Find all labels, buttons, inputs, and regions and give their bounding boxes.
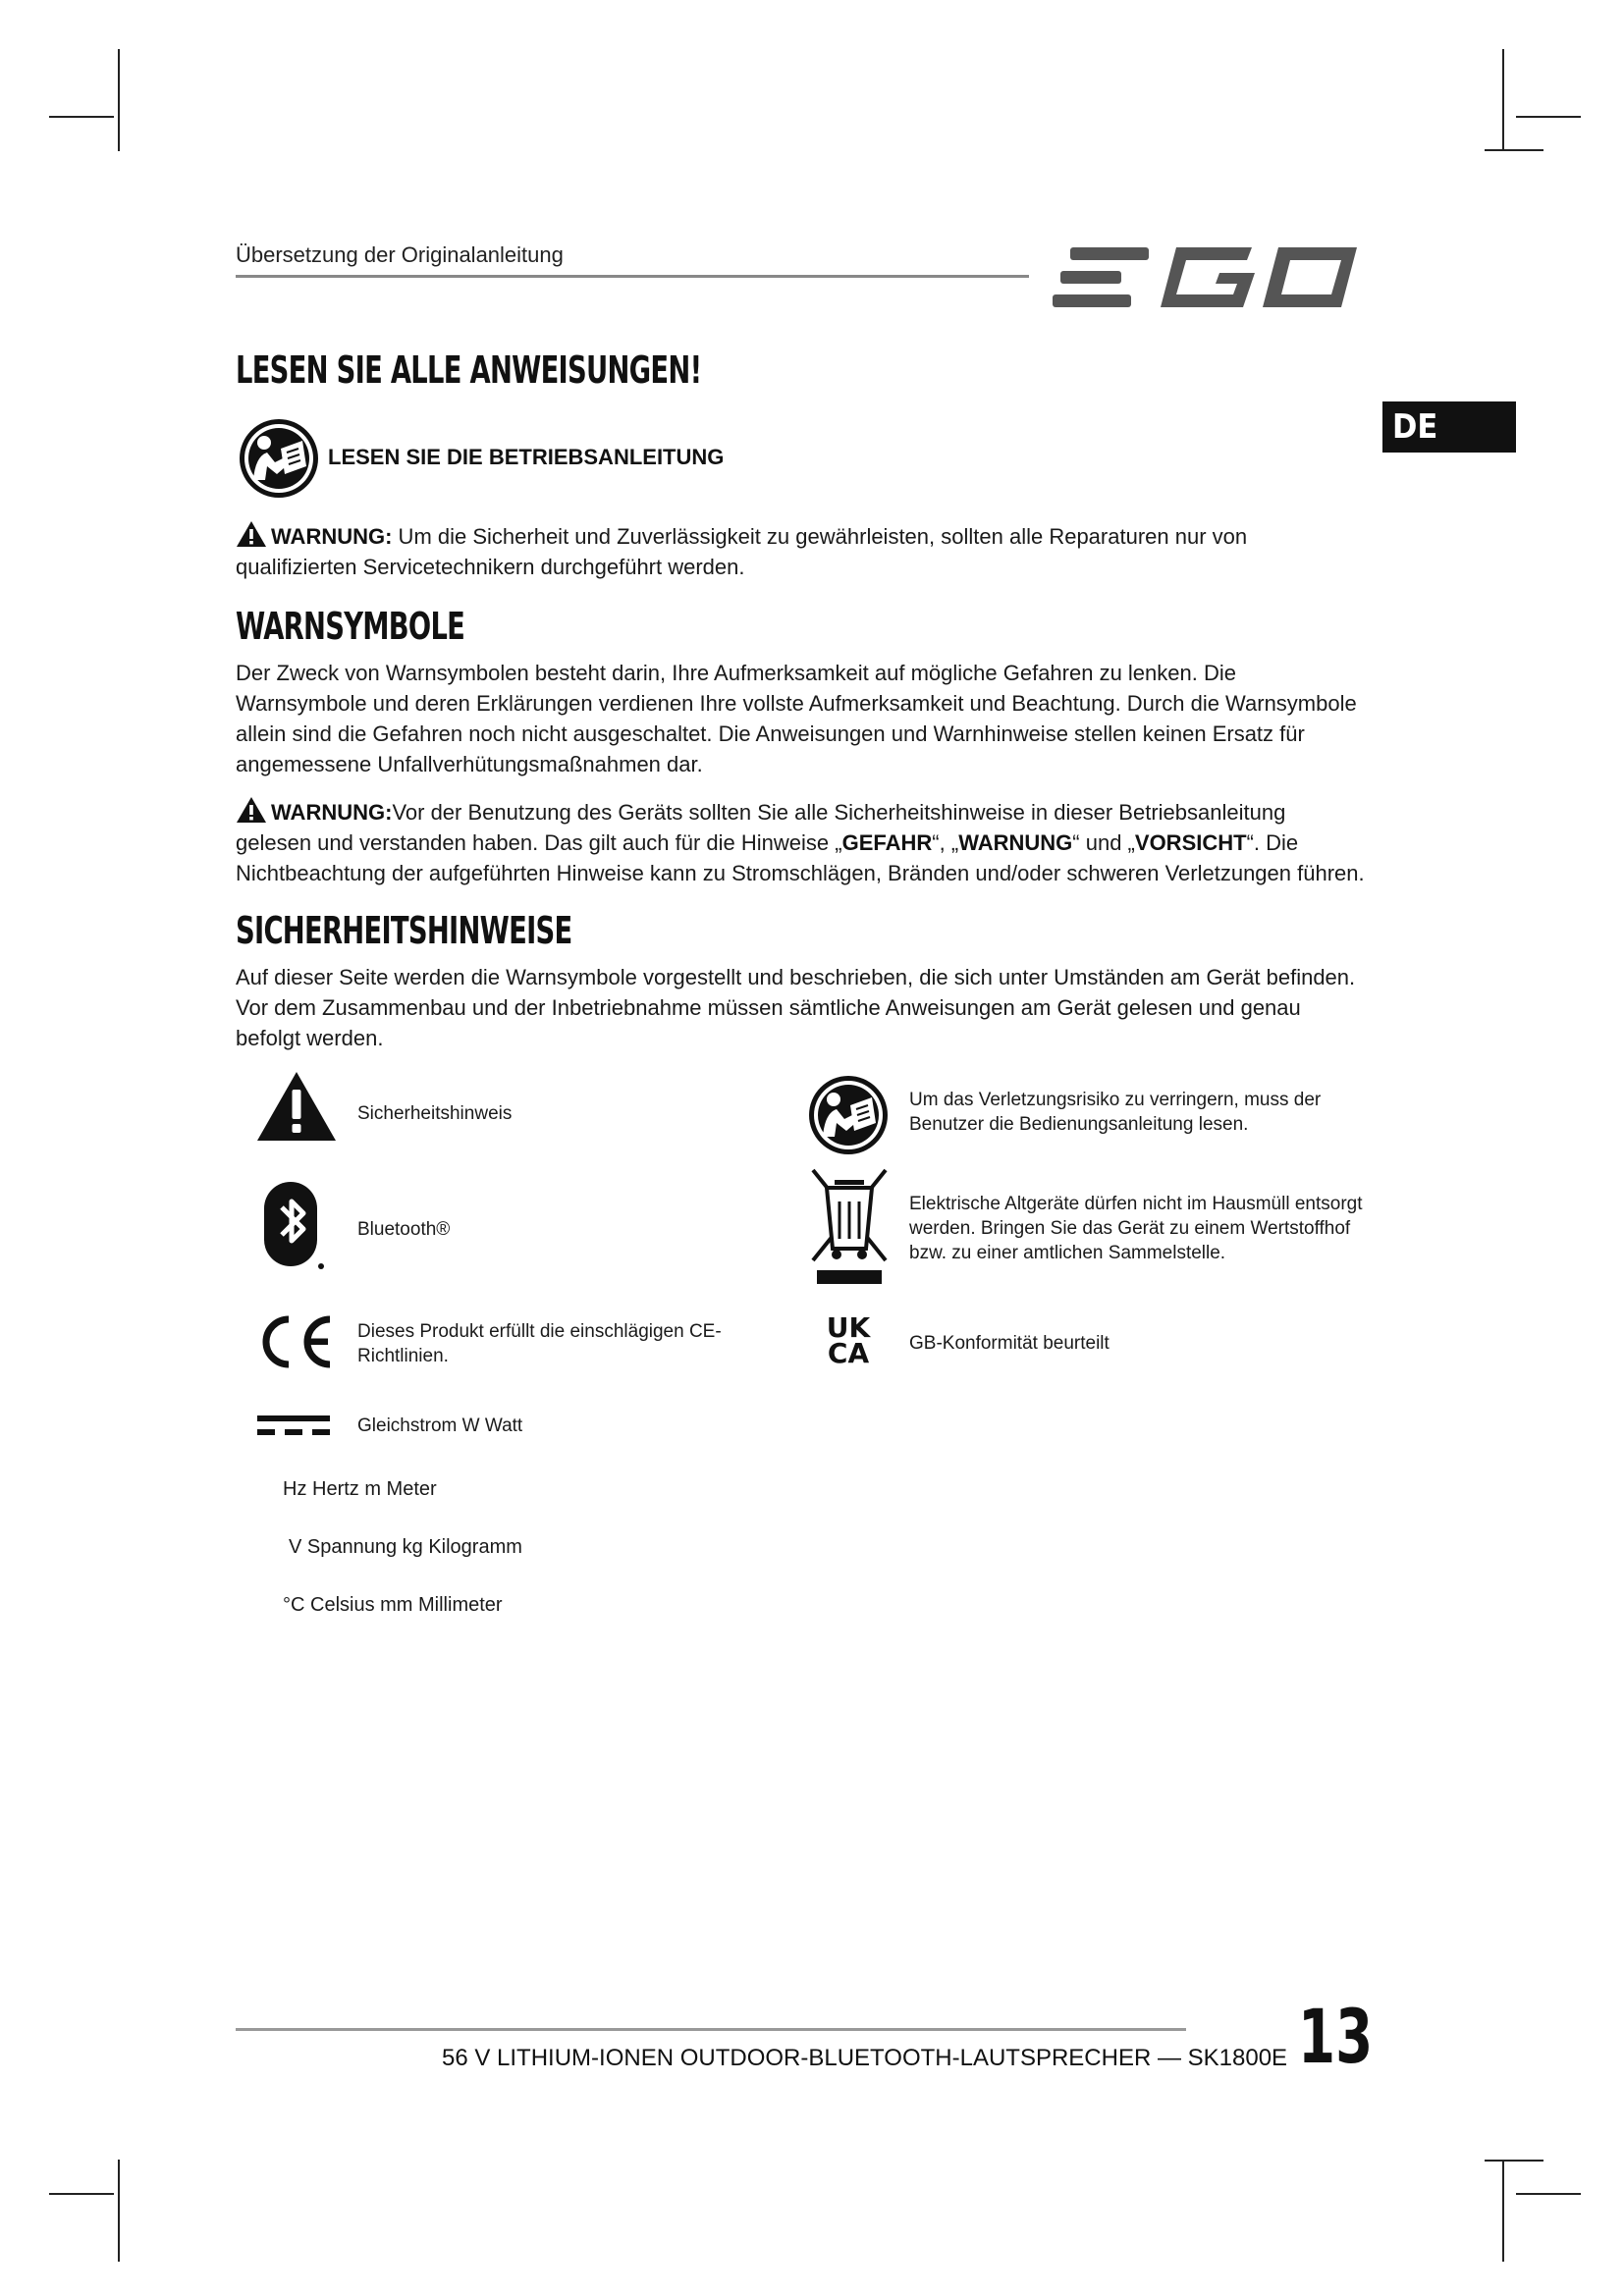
section-title-warning-symbols: WARNSYMBOLE: [236, 605, 465, 648]
crop-mark: [1502, 2160, 1504, 2262]
warning-paragraph-read: [236, 796, 1365, 888]
quote-separator: “ und „: [1072, 830, 1135, 855]
crop-mark: [1485, 149, 1543, 151]
warning-text: Um die Sicherheit und Zuverlässigkeit zu gewährleisten, sollten alle Reparaturen nur von qualifizierten Servicetechnikern durchgeführt werden.: [236, 524, 1248, 579]
weee-bin-icon: [807, 1166, 892, 1286]
safety-alert-icon: [255, 1070, 338, 1143]
unit-line-v: V Spannung kg Kilogramm: [289, 1536, 522, 1558]
crop-mark: [1485, 2160, 1543, 2162]
crop-mark: [1502, 49, 1504, 151]
symbol-text-bluetooth: Bluetooth®: [357, 1219, 451, 1240]
unit-line-hz: Hz Hertz m Meter: [283, 1478, 437, 1500]
ukca-mark-top: UK: [826, 1311, 871, 1344]
read-manual-icon: [807, 1074, 890, 1156]
header-rule: [236, 275, 1029, 278]
ce-mark-icon: [253, 1313, 336, 1370]
document-subtitle: Übersetzung der Originalanleitung: [236, 242, 564, 267]
warning-triangle-icon: [236, 796, 267, 824]
warning-label: WARNUNG:: [271, 800, 393, 825]
crop-mark: [49, 116, 114, 118]
page-number: 13: [1298, 1993, 1374, 2080]
quote-separator: “, „: [932, 830, 959, 855]
symbol-text-dc-current: Gleichstrom W Watt: [357, 1415, 523, 1436]
warning-text: Vor der Benutzung des Geräts sollten Sie alle Sicherheitshinweise in dieser Betriebsanleitung gelesen und verstanden haben. Das gilt auch für die Hinweise „: [236, 800, 1286, 855]
ukca-mark-bottom: CA: [827, 1337, 870, 1369]
symbol-text-ce: Dieses Produkt erfüllt die einschlägigen CE-Richtlinien.: [357, 1321, 722, 1366]
crop-mark: [1516, 116, 1581, 118]
section-title-read-all: LESEN SIE ALLE ANWEISUNGEN!: [236, 348, 702, 392]
term-danger: GEFAHR: [841, 830, 933, 855]
ukca-mark-icon: [823, 1311, 874, 1370]
crop-mark: [1516, 2193, 1581, 2195]
warning-symbols-paragraph: Der Zweck von Warnsymbolen besteht darin, Ihre Aufmerksamkeit auf mögliche Gefahren zu lenken. Die Warnsymbole und deren Erklärungen verdienen Ihre vollste Aufmerksamkeit und Beachtung. Durch die Warnsymbole allein sind die Gefahren noch nicht ausgeschaltet. Die Anweisungen und Warnhinweise stellen keinen Ersatz für angemessene Unfallverhütungsmaßnahmen dar.: [236, 661, 1357, 776]
section-title-safety: SICHERHEITSHINWEISE: [236, 909, 572, 952]
dc-current-icon: [257, 1414, 330, 1439]
crop-mark: [49, 2193, 114, 2195]
crop-mark: [118, 49, 120, 151]
read-manual-label: LESEN SIE DIE BETRIEBSANLEITUNG: [328, 445, 725, 469]
symbol-text-read-manual: Um das Verletzungsrisiko zu verringern, muss der Benutzer die Bedienungsanleitung lesen.: [909, 1090, 1322, 1135]
unit-line-c: °C Celsius mm Millimeter: [283, 1594, 503, 1616]
symbol-text-weee: Elektrische Altgeräte dürfen nicht im Hausmüll entsorgt werden. Bringen Sie das Gerät zu einem Wertstoffhof bzw. zu einer amtlichen Sammelstelle.: [909, 1194, 1363, 1263]
language-tab: DE: [1382, 401, 1516, 453]
safety-paragraph: Auf dieser Seite werden die Warnsymbole vorgestellt und beschrieben, die sich unter Umständen am Gerät befinden. Vor dem Zusammenbau und der Inbetriebnahme müssen sämtliche Anweisungen am Gerät gelesen und genau befolgt werden.: [236, 965, 1356, 1050]
term-caution: VORSICHT: [1134, 830, 1247, 855]
ego-logo: [1051, 234, 1365, 322]
symbol-text-safety-alert: Sicherheitshinweis: [357, 1103, 513, 1124]
footer-product-title: 56 V LITHIUM-IONEN OUTDOOR-BLUETOOTH-LAUTSPRECHER — SK1800E: [442, 2045, 1288, 2071]
warning-text: “. Die Nichtbeachtung der aufgeführten Hinweise kann zu Stromschlägen, Bränden und/oder schweren Verletzungen führen.: [236, 830, 1365, 885]
read-manual-icon: [238, 417, 320, 500]
symbol-text-ukca: GB-Konformität beurteilt: [909, 1333, 1110, 1354]
warning-triangle-icon: [236, 520, 267, 548]
warning-paragraph-service: [236, 520, 1365, 582]
warning-label: WARNUNG:: [271, 524, 393, 549]
crop-mark: [118, 2160, 120, 2262]
bluetooth-icon: [260, 1178, 329, 1272]
term-warning: WARNUNG: [958, 830, 1073, 855]
footer-rule: [236, 2028, 1186, 2031]
